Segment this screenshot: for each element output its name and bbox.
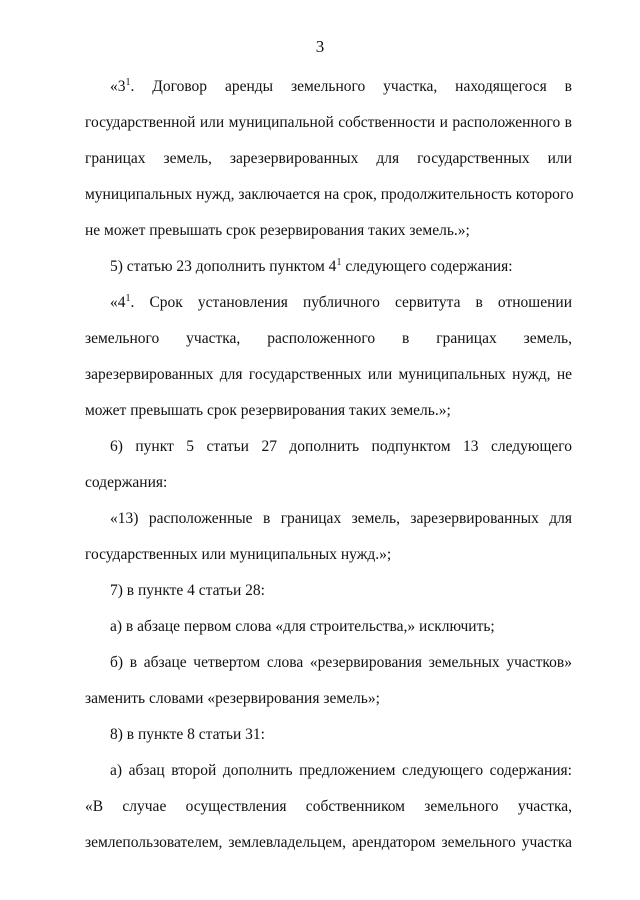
text-span: следующего содержания: xyxy=(341,258,513,275)
text-line: 8) в пункте 8 статьи 31: xyxy=(110,726,265,743)
text-span: . Срок установления публичного сервитута в отношении xyxy=(130,294,572,311)
text-line: содержания: xyxy=(85,474,168,491)
text-line xyxy=(110,292,572,314)
text-span: 5) статью 23 дополнить пунктом 4 xyxy=(110,258,337,275)
text-line: «13) расположенные в границах земель, зарезервированных для xyxy=(110,510,572,527)
text-line: «В случае осуществления собственником земельного участка, xyxy=(85,798,572,815)
text-line: государственной или муниципальной собственности и расположенного в xyxy=(85,114,572,131)
text-line: не может превышать срок резервирования таких земель.»; xyxy=(85,222,470,239)
superscript: 1 xyxy=(125,293,131,304)
text-line: муниципальных нужд, заключается на срок, продолжительность которого xyxy=(85,186,574,203)
text-span: «3 xyxy=(110,78,126,95)
text-line: земельного участка, расположенного в границах земель, xyxy=(85,330,572,347)
text-line xyxy=(110,76,572,98)
text-line: землепользователем, землевладельцем, арендатором земельного участка xyxy=(85,834,572,851)
text-line xyxy=(110,256,572,278)
text-span: . Договор аренды земельного участка, находящегося в xyxy=(130,78,572,95)
page-number: 3 xyxy=(315,37,325,56)
text-line: границах земель, зарезервированных для государственных или xyxy=(85,150,572,167)
text-line: заменить словами «резервирования земель»; xyxy=(85,690,380,707)
text-line: б) в абзаце четвертом слова «резервирования земельных участков» xyxy=(110,654,572,671)
superscript: 1 xyxy=(336,257,342,268)
text-line: может превышать срок резервирования таких земель.»; xyxy=(85,402,451,419)
text-line: 7) в пункте 4 статьи 28: xyxy=(110,582,265,599)
text-line: государственных или муниципальных нужд.»; xyxy=(85,546,392,563)
text-line: зарезервированных для государственных или муниципальных нужд, не xyxy=(85,366,572,383)
superscript: 1 xyxy=(125,77,131,88)
text-line: а) в абзаце первом слова «для строительства,» исключить; xyxy=(110,618,495,635)
text-line: 6) пункт 5 статьи 27 дополнить подпунктом 13 следующего xyxy=(110,438,572,455)
text-line: а) абзац второй дополнить предложением следующего содержания: xyxy=(110,762,572,779)
text-span: «4 xyxy=(110,294,126,311)
